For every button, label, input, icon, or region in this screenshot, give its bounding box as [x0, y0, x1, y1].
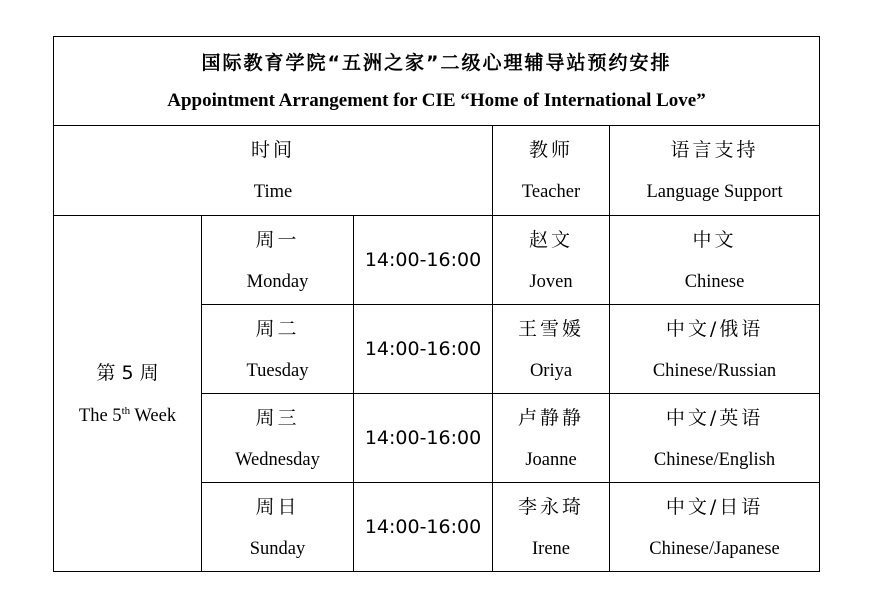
day-en: Monday [246, 271, 309, 292]
appointment-table [53, 36, 820, 572]
day-cell [202, 394, 354, 483]
language-cell [610, 394, 820, 483]
header-teacher-zh: 教师 [528, 139, 573, 161]
day-zh: 周一 [255, 228, 300, 251]
language-cell [610, 305, 820, 394]
language-zh: 中文 [692, 228, 737, 251]
day-en: Wednesday [235, 449, 320, 470]
week-en-suffix: Week [130, 405, 177, 426]
week-cell [54, 216, 202, 572]
header-teacher-en: Teacher [521, 182, 581, 202]
header-language-zh: 语言支持 [670, 139, 759, 161]
day-cell [202, 216, 354, 305]
header-time-zh: 时间 [250, 139, 295, 161]
week-en [54, 404, 201, 428]
day-en: Tuesday [246, 360, 309, 381]
header-time [54, 126, 493, 216]
language-cell [610, 483, 820, 572]
language-zh: 中文/俄语 [665, 317, 764, 340]
teacher-cell [493, 483, 610, 572]
time-text: 14:00-16:00 [364, 249, 482, 271]
title-row [54, 37, 820, 126]
day-cell [202, 483, 354, 572]
teacher-zh: 赵文 [528, 228, 573, 251]
teacher-zh: 王雪媛 [517, 317, 584, 340]
language-zh: 中文/英语 [665, 406, 764, 429]
teacher-zh: 卢静静 [517, 406, 584, 429]
time-text: 14:00-16:00 [364, 427, 482, 449]
header-language [610, 126, 820, 216]
header-time-en: Time [253, 182, 293, 202]
week-en-prefix: The 5 [78, 405, 122, 426]
language-zh: 中文/日语 [665, 495, 764, 518]
day-en: Sunday [249, 538, 306, 559]
time-text: 14:00-16:00 [364, 516, 482, 538]
header-row [54, 126, 820, 216]
title-chinese: 国际教育学院“五洲之家”二级心理辅导站预约安排 [201, 51, 672, 74]
header-teacher [493, 126, 610, 216]
day-zh: 周三 [255, 406, 300, 429]
language-cell [610, 216, 820, 305]
day-cell [202, 305, 354, 394]
language-en: Chinese/Russian [652, 360, 777, 381]
language-en: Chinese/English [653, 449, 776, 470]
teacher-en: Oriya [529, 360, 573, 381]
time-text: 14:00-16:00 [364, 338, 482, 360]
teacher-zh: 李永琦 [517, 495, 584, 518]
title-english: Appointment Arrangement for CIE “Home of International Love” [167, 89, 706, 111]
teacher-en: Irene [532, 538, 570, 559]
teacher-cell [493, 394, 610, 483]
time-cell [354, 216, 493, 305]
time-cell [354, 305, 493, 394]
time-cell [354, 394, 493, 483]
day-zh: 周日 [255, 495, 300, 518]
title-cell [54, 37, 820, 126]
week-en-sup: th [121, 404, 131, 417]
teacher-cell [493, 305, 610, 394]
teacher-cell [493, 216, 610, 305]
language-en: Chinese [684, 271, 745, 292]
language-en: Chinese/Japanese [649, 538, 780, 559]
week-zh: 第 5 周 [96, 361, 159, 384]
teacher-en: Joven [529, 271, 573, 292]
time-cell [354, 483, 493, 572]
day-zh: 周二 [255, 317, 300, 340]
teacher-en: Joanne [525, 449, 577, 470]
header-language-en: Language Support [646, 182, 783, 202]
table-row [54, 216, 820, 305]
